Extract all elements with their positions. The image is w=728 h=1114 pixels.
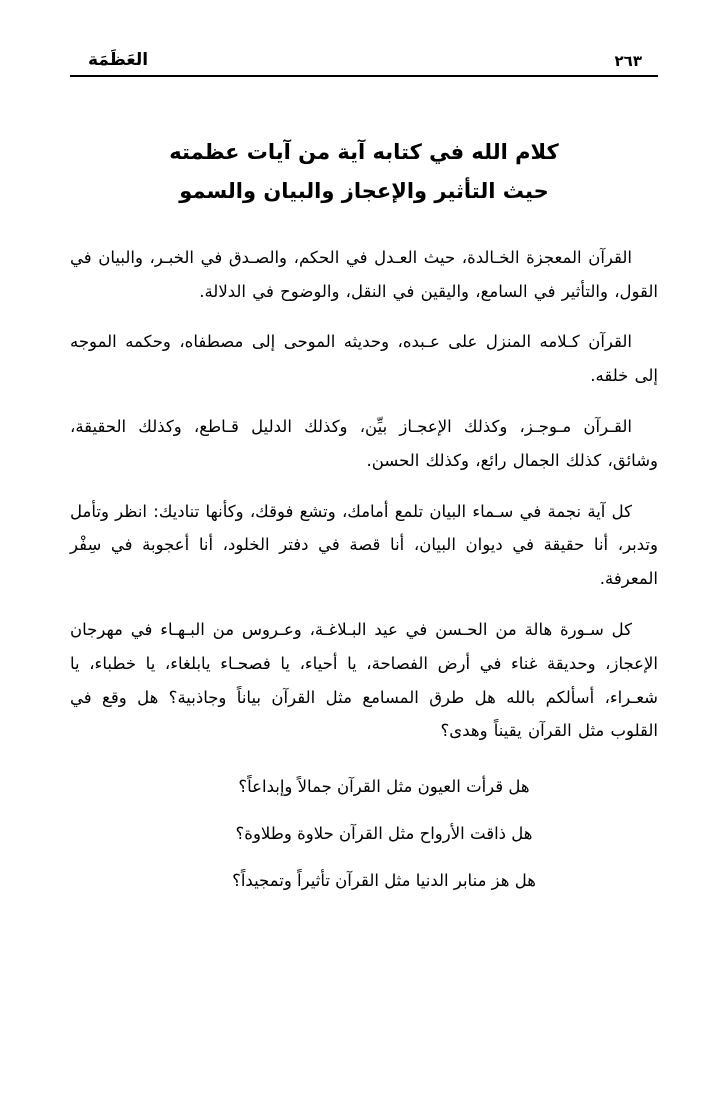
- book-title: العَظَمَة: [88, 50, 149, 70]
- page-number: ٢٦٣: [614, 52, 642, 70]
- article-title-line-2: حيث التأثير والإعجاز والبيان والسمو: [179, 178, 549, 203]
- question-list: [70, 770, 658, 897]
- list-item: هل قرأت العيون مثل القرآن جمالاً وإبداعاً؟: [238, 777, 530, 797]
- paragraph: القرآن المعجزة الخـالدة، حيث العـدل في الحكم، والصـدق في الخبـر، والبيان في القول، والتأثير في السامع، واليقين في النقل، والوضوح في الدلالة.: [70, 247, 658, 301]
- body-text: [70, 241, 658, 749]
- paragraph: كل سـورة هالة من الحـسن في عيد البـلاغـة، وعـروس من البـهـاء في مهرجان الإعجاز، وحديقة غناء في أرض الفصاحة، يا أحياء، يا فصحـاء يابلغاء، يا خطباء، يا شعـراء، أسألكم بالله هل طرق المسامع مثل القرآن بياناً وجاذبية؟ هل وقع في القلوب مثل القرآن يقيناً وهدى؟: [70, 620, 658, 741]
- article-title: [70, 133, 658, 211]
- page-header: [70, 52, 658, 69]
- header-divider: [70, 75, 658, 77]
- paragraph: كل آية نجمة في سـماء البيان تلمع أمامك، وتشع فوقك، وكأنها تناديك: انظر وتأمل وتدبر، أنا حقيقة في ديوان البيان، أنا قصة في دفتر الخلود، أنا أعجوبة في سِفْر المعرفة.: [70, 501, 658, 589]
- list-item: هل هز منابر الدنيا مثل القرآن تأثيراً وتمجيداً؟: [232, 871, 536, 891]
- article-title-line-1: كلام الله في كتابه آية من آيات عظمته: [169, 140, 559, 164]
- list-item: هل ذاقت الأرواح مثل القرآن حلاوة وطلاوة؟: [235, 824, 533, 844]
- paragraph: القرآن كـلامه المنزل على عـبده، وحديثه الموحى إلى مصطفاه، وحكمه الموجه إلى خلقه.: [70, 332, 658, 386]
- paragraph: القـرآن مـوجـز، وكذلك الإعجـاز بيِّن، وكذلك الدليل قـاطع، وكذلك الحقيقة، وشائق، كذلك الجمال رائع، وكذلك الحسن.: [70, 416, 658, 470]
